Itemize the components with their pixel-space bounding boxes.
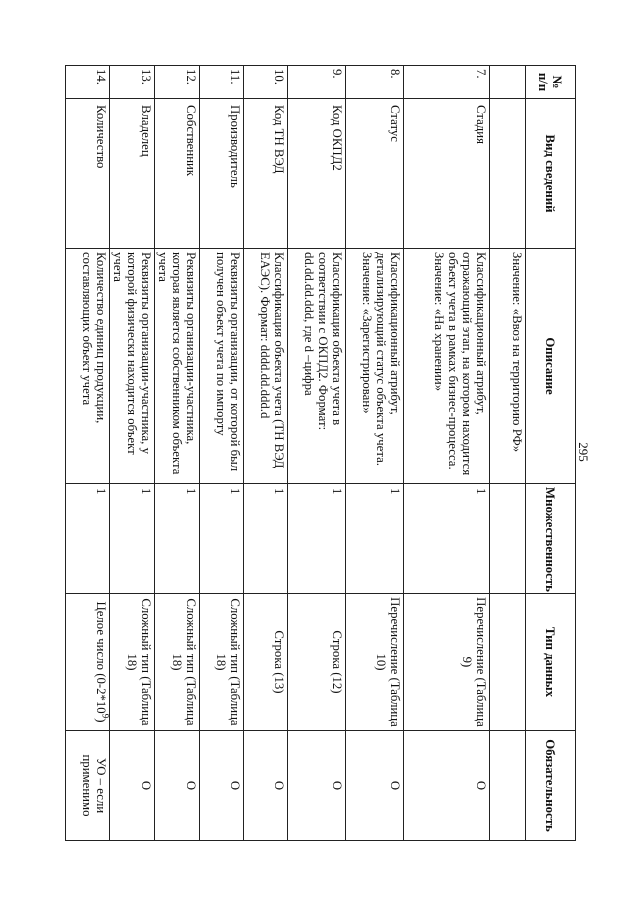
cell-description: Реквизиты организации-участника, которая является собственником объекта учета <box>155 249 200 484</box>
cell-data-type: Строка (13) <box>244 594 288 731</box>
cell-num: 7. <box>404 66 490 99</box>
header-description: Описание <box>526 249 576 484</box>
header-num: № п/п <box>526 66 576 99</box>
cell-num: 8. <box>346 66 404 99</box>
table-row <box>244 66 288 841</box>
table-row <box>404 66 490 841</box>
cell-required: О <box>404 731 490 841</box>
cell-num: 9. <box>288 66 346 99</box>
cell-num: 11. <box>200 66 244 99</box>
cell-description: Значение: «Ввоз на территорию РФ» <box>490 249 526 484</box>
cell-required: УО – если применимо <box>66 731 110 841</box>
cell-required: О <box>155 731 200 841</box>
cell-data-type: Строка (12) <box>288 594 346 731</box>
cell-name: Код ТН ВЭД <box>244 99 288 249</box>
cell-description: Реквизиты организации, от которой был получен объект учета по импорту <box>200 249 244 484</box>
cell-name <box>490 99 526 249</box>
table-row <box>200 66 244 841</box>
cell-multiplicity <box>490 484 526 594</box>
cell-required <box>490 731 526 841</box>
cell-multiplicity: 1 <box>346 484 404 594</box>
cell-name: Количество <box>66 99 110 249</box>
cell-name: Код ОКПД2 <box>288 99 346 249</box>
cell-num: 10. <box>244 66 288 99</box>
cell-num: 13. <box>110 66 155 99</box>
table-row <box>66 66 110 841</box>
table-row <box>346 66 404 841</box>
cell-required: О <box>200 731 244 841</box>
cell-name: Статус <box>346 99 404 249</box>
cell-data-type: Сложный тип (Таблица 18) <box>110 594 155 731</box>
cell-multiplicity: 1 <box>200 484 244 594</box>
cell-num: 14. <box>66 66 110 99</box>
cell-description: Реквизиты организации-участника, у которой физически находится объект учета <box>110 249 155 484</box>
cell-multiplicity: 1 <box>66 484 110 594</box>
cell-name: Производитель <box>200 99 244 249</box>
cell-required: О <box>346 731 404 841</box>
page-number: 295 <box>576 442 591 462</box>
cell-description: Количество единиц продукции, составляющих объект учета <box>66 249 110 484</box>
cell-data-type: Целое число $(0-2*10^9)$ <box>66 594 110 731</box>
data-table <box>65 65 576 841</box>
cell-required: О <box>244 731 288 841</box>
table-row <box>110 66 155 841</box>
cell-required: О <box>110 731 155 841</box>
cell-multiplicity: 1 <box>244 484 288 594</box>
cell-num: 12. <box>155 66 200 99</box>
cell-num <box>490 66 526 99</box>
header-multiplicity: Множественность <box>526 484 576 594</box>
cell-multiplicity: 1 <box>404 484 490 594</box>
cell-description: Классификационный атрибут, детализирующий статус объекта учета. Значение: «Зарегистрирован» <box>346 249 404 484</box>
header-name: Вид сведений <box>526 99 576 249</box>
cell-required: О <box>288 731 346 841</box>
header-required: Обязательность <box>526 731 576 841</box>
cell-multiplicity: 1 <box>110 484 155 594</box>
table-row-continuation <box>490 66 526 841</box>
cell-description: Классификация объекта учета (ТН ВЭД ЕАЭС). Формат: dddd.dd.ddd.d <box>244 249 288 484</box>
cell-name: Собственник <box>155 99 200 249</box>
cell-data-type: Сложный тип (Таблица 18) <box>155 594 200 731</box>
cell-multiplicity: 1 <box>155 484 200 594</box>
cell-multiplicity: 1 <box>288 484 346 594</box>
cell-description: Классификация объекта учета в соответствии с ОКПД2. Формат: dd.dd.dd.ddd, где d –цифра <box>288 249 346 484</box>
cell-name: Владелец <box>110 99 155 249</box>
cell-data-type: Перечисление (Таблица 9) <box>404 594 490 731</box>
table-row <box>155 66 200 841</box>
cell-name: Стадия <box>404 99 490 249</box>
cell-data-type: Сложный тип (Таблица 18) <box>200 594 244 731</box>
cell-data-type: Перечисление (Таблица 10) <box>346 594 404 731</box>
rotated-table-container <box>65 65 576 840</box>
table-row <box>288 66 346 841</box>
header-row <box>526 66 576 841</box>
cell-data-type <box>490 594 526 731</box>
cell-description: Классификационный атрибут, отражающий этап, на котором находится объект учета в рамках бизнес-процесса. Значение: «На хранении» <box>404 249 490 484</box>
header-data-type: Тип данных <box>526 594 576 731</box>
